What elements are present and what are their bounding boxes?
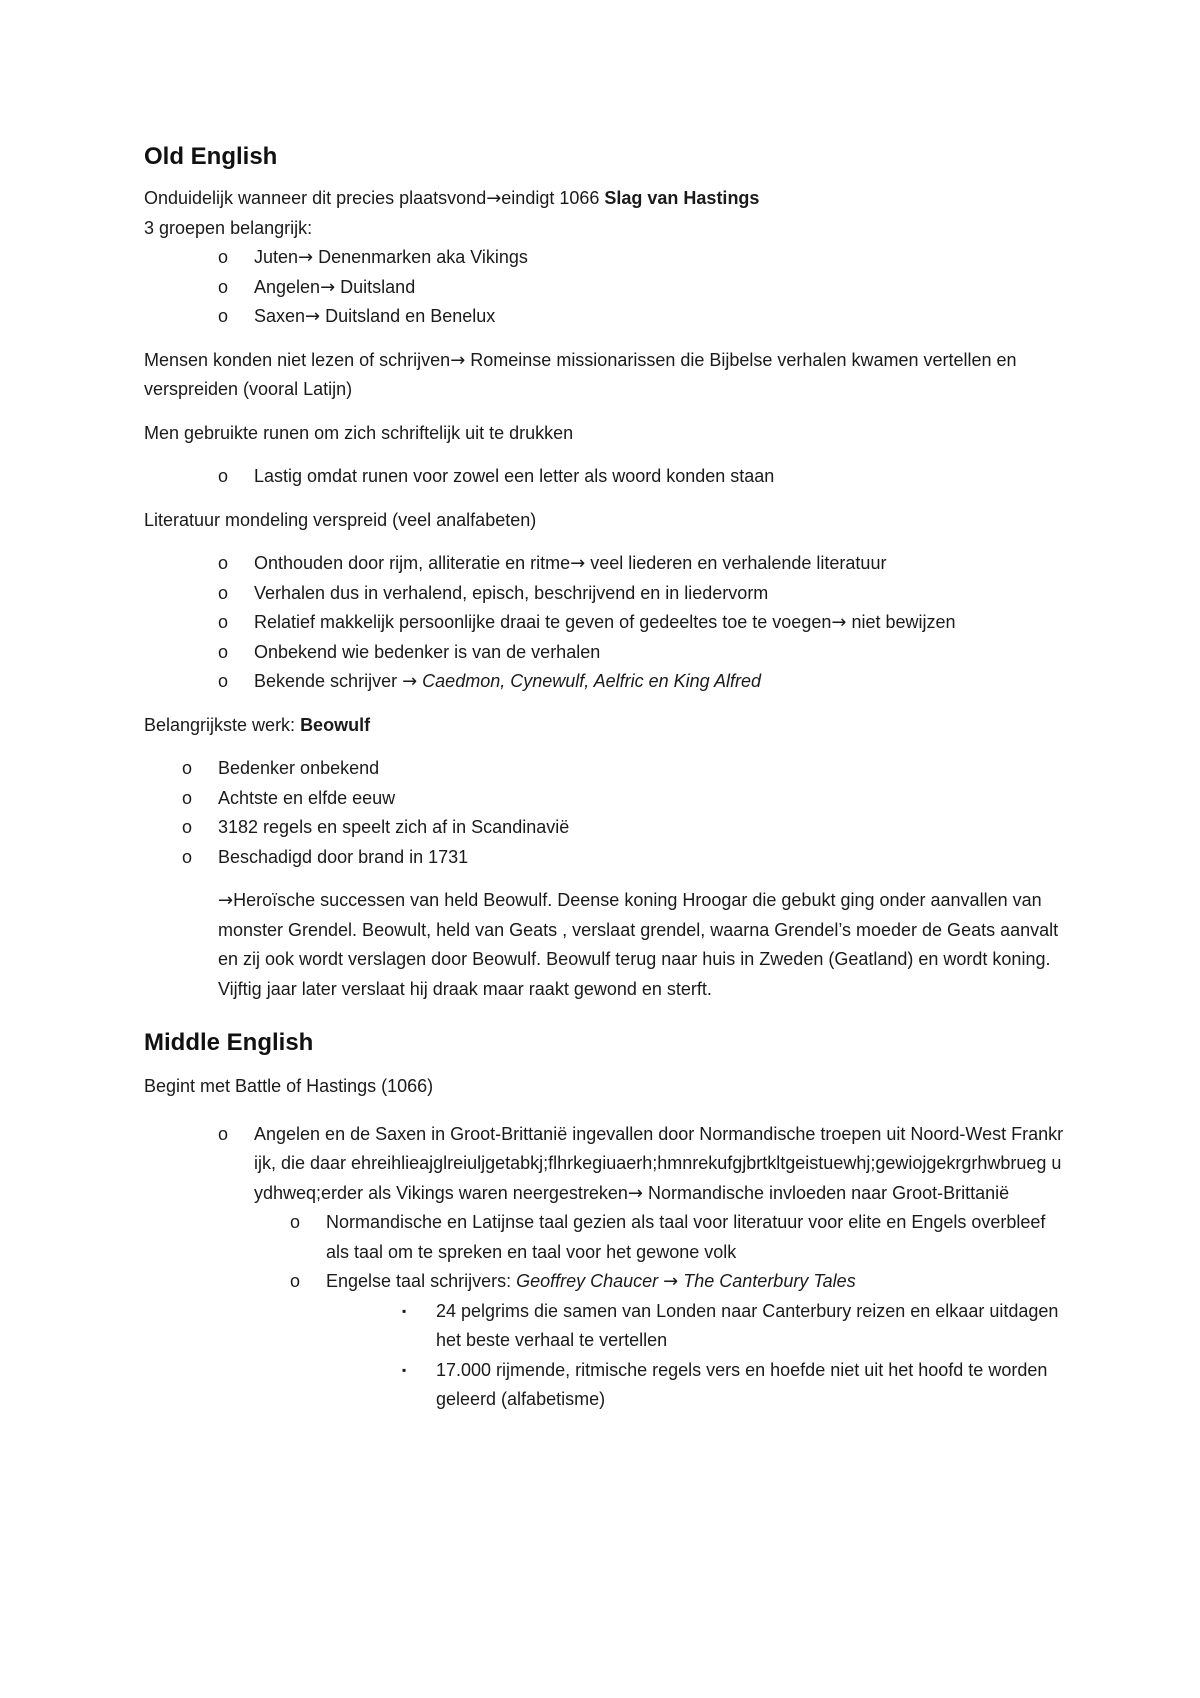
arrow-icon: →: [570, 553, 586, 574]
arrow-icon: →: [320, 276, 336, 298]
list-item: o Lastig omdat runen voor zowel een letter als woord konden staan: [144, 462, 1064, 492]
circle-bullet-icon: o: [182, 817, 193, 837]
runes-list: [144, 462, 1064, 492]
arrow-icon: →: [305, 306, 321, 327]
list-item: o Bekende schrijver → Caedmon, Cynewulf, Aelfric en King Alfred: [144, 667, 1064, 697]
circle-bullet-icon: o: [218, 276, 229, 297]
list-item: o Bedenker onbekend: [144, 754, 1064, 784]
list-item: o Normandische en Latijnse taal gezien als taal voor literatuur voor elite en Engels overbleef als taal om te spreken en taal voor het gewone volk: [144, 1208, 1064, 1267]
arrow-icon: →: [663, 1271, 679, 1292]
intro-line: Onduidelijk wanneer dit precies plaatsvond→eindigt 1066 Slag van Hastings: [144, 188, 760, 209]
square-bullet-icon: ▪: [402, 1362, 407, 1377]
heading-middle-english: Middle English: [144, 1029, 314, 1056]
circle-bullet-icon: o: [218, 582, 229, 603]
arrow-icon: →: [298, 247, 314, 268]
document-page: [144, 140, 1064, 1415]
circle-bullet-icon: o: [218, 671, 229, 691]
arrow-icon: →: [831, 612, 847, 633]
list-item: o 3182 regels en speelt zich af in Scandinavië: [144, 813, 1064, 843]
circle-bullet-icon: o: [182, 787, 193, 808]
list-item: o Juten→ Denenmarken aka Vikings: [144, 243, 1064, 273]
arrow-icon: →: [486, 188, 502, 209]
circle-bullet-icon: o: [218, 1123, 229, 1144]
circle-bullet-icon: o: [218, 612, 229, 632]
circle-bullet-icon: o: [218, 306, 229, 326]
list-item: o Achtste en elfde eeuw: [144, 784, 1064, 814]
beowulf-list: [144, 754, 1064, 872]
circle-bullet-icon: o: [218, 553, 229, 573]
circle-bullet-icon: o: [182, 846, 193, 867]
arrow-icon: →: [627, 1182, 643, 1204]
circle-bullet-icon: o: [290, 1212, 301, 1232]
runes-paragraph: Men gebruikte runen om zich schriftelijk uit te drukken: [144, 422, 574, 443]
circle-bullet-icon: o: [218, 641, 229, 662]
list-item: o Onbekend wie bedenker is van de verhalen: [144, 638, 1064, 668]
arrow-icon: →: [450, 349, 466, 371]
reading-paragraph: Mensen konden niet lezen of schrijven→ Romeinse missionarissen die Bijbelse verhalen kwamen vertellen en verspreiden (vooral Latijn): [144, 349, 1017, 399]
arrow-icon: →: [218, 890, 234, 911]
square-bullet-icon: ▪: [402, 1303, 407, 1318]
list-item: o Beschadigd door brand in 1731: [144, 843, 1064, 873]
circle-bullet-icon: o: [290, 1271, 301, 1291]
list-item: o Angelen→ Duitsland: [144, 273, 1064, 303]
list-item: o Relatief makkelijk persoonlijke draai te geven of gedeeltes toe te voegen→ niet bewijzen: [144, 608, 1064, 638]
work-paragraph: Belangrijkste werk: Beowulf: [144, 714, 371, 735]
groups-intro: 3 groepen belangrijk:: [144, 217, 313, 238]
list-item: ▪ 17.000 rijmende, ritmische regels vers en hoefde niet uit het hoofd te worden geleerd (alfabetisme): [144, 1356, 1064, 1415]
list-item: o Angelen en de Saxen in Groot-Brittanië ingevallen door Normandische troepen uit Noord-West Frankrijk, die daar ehreihlieajglreiuljgetabkj;flhrkegiuaerh;hmnrekufgjbrtkltgeistuewhj;gewiojgekrgrhwbrueg uydhweq;erder als Vikings waren neergestreken→ Normandische invloeden naar Groot-Brittanië: [144, 1120, 1064, 1209]
list-item: o Engelse taal schrijvers: Geoffrey Chaucer → The Canterbury Tales: [144, 1267, 1064, 1297]
heading-old-english: Old English: [144, 143, 278, 170]
list-item: ▪ 24 pelgrims die samen van Londen naar Canterbury reizen en elkaar uitdagen het beste verhaal te vertellen: [144, 1297, 1064, 1356]
beowulf-summary: →Heroïsche successen van held Beowulf. Deense koning Hroogar die gebukt ging onder aanvallen van monster Grendel. Beowult, held van Geats , verslaat grendel, waarna Grendel’s moeder de Geats aanvalt en zij ook wordt verslagen door Beowulf. Beowulf terug naar huis in Zweden (Geatland) en wordt koning. Vijftig jaar later verslaat hij draak maar raakt gewond en sterft.: [218, 890, 1059, 999]
list-item: o Verhalen dus in verhalend, episch, beschrijvend en in liedervorm: [144, 579, 1064, 609]
groups-list: [144, 243, 1064, 332]
circle-bullet-icon: o: [182, 758, 193, 778]
circle-bullet-icon: o: [218, 247, 229, 267]
list-item: o Saxen→ Duitsland en Benelux: [144, 302, 1064, 332]
arrow-icon: →: [402, 671, 418, 692]
middle-list: [144, 1120, 1064, 1415]
literature-paragraph: Literatuur mondeling verspreid (veel analfabeten): [144, 509, 537, 530]
literature-list: [144, 549, 1064, 697]
circle-bullet-icon: o: [218, 466, 229, 486]
list-item: o Onthouden door rijm, alliteratie en ritme→ veel liederen en verhalende literatuur: [144, 549, 1064, 579]
middle-intro: Begint met Battle of Hastings (1066): [144, 1076, 434, 1096]
